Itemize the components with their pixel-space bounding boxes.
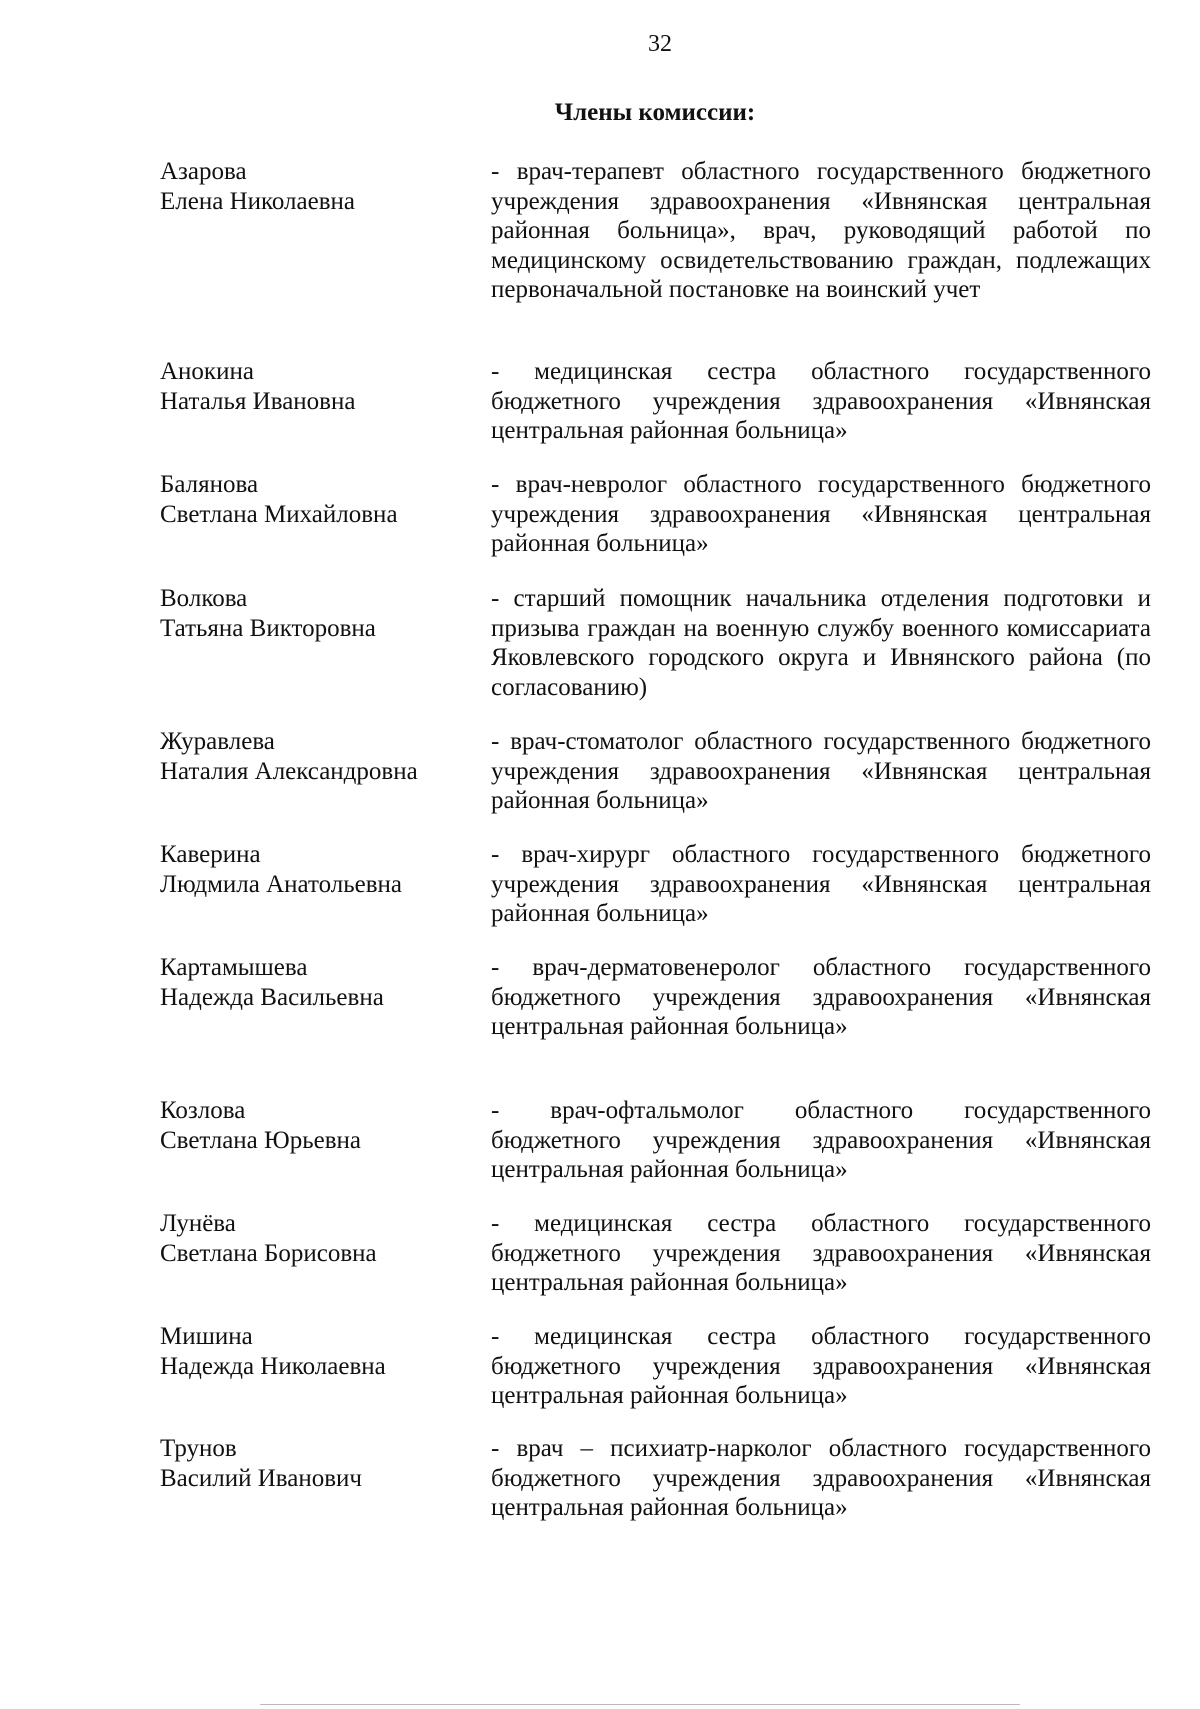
member-given-name: Светлана Юрьевна (160, 1126, 362, 1154)
member-surname: Козлова (160, 1097, 246, 1124)
page-edge-rule (260, 1704, 1020, 1705)
member-surname: Анокина (160, 358, 254, 385)
member-surname: Картамышева (160, 954, 308, 981)
member-name (160, 1209, 480, 1268)
member-name (160, 357, 480, 416)
member-given-name: Василий Иванович (160, 1464, 362, 1492)
member-given-name: Надежда Николаевна (160, 1352, 386, 1380)
member-surname: Каверина (160, 841, 261, 868)
member-surname: Мишина (160, 1323, 253, 1350)
member-role: - врач-терапевт областного государственного бюджетного учреждения здравоохранения «Ивнянская центральная районная больница», врач, руководящий работой по медицинскому освидетельствованию граждан, подлежащих первоначальной постановке на воинский учет (491, 158, 1151, 303)
member-name (160, 584, 480, 643)
member-role: - врач-стоматолог областного государственного бюджетного учреждения здравоохранения «Ивнянская центральная районная больница» (491, 728, 1151, 814)
member-name (160, 727, 480, 786)
member-name (160, 470, 480, 529)
member-given-name: Татьяна Викторовна (160, 614, 376, 642)
member-name (160, 840, 480, 899)
member-given-name: Светлана Михайловна (160, 500, 398, 528)
page-number: 32 (648, 31, 672, 57)
member-role: - старший помощник начальника отделения подготовки и призыва граждан на военную службу военного комиссариата Яковлевского городского округа и Ивнянского района (по согласованию) (491, 585, 1151, 701)
member-name (160, 953, 480, 1012)
member-name (160, 1434, 480, 1493)
member-given-name: Людмила Анатольевна (160, 870, 403, 898)
member-surname: Трунов (160, 1435, 237, 1462)
member-role: - врач-невролог областного государственного бюджетного учреждения здравоохранения «Ивнянская центральная районная больница» (491, 471, 1151, 557)
member-given-name: Наталья Ивановна (160, 387, 356, 415)
member-role: - врач – психиатр-нарколог областного государственного бюджетного учреждения здравоохранения «Ивнянская центральная районная больница» (491, 1435, 1151, 1521)
member-name (160, 157, 480, 216)
member-role: - врач-дерматовенеролог областного государственного бюджетного учреждения здравоохранения «Ивнянская центральная районная больница» (491, 954, 1151, 1040)
member-role: - медицинская сестра областного государственного бюджетного учреждения здравоохранения «Ивнянская центральная районная больница» (491, 1323, 1151, 1409)
page-title: Члены комиссии: (554, 99, 756, 126)
member-given-name: Наталия Александровна (160, 757, 418, 785)
member-role: - врач-хирург областного государственного бюджетного учреждения здравоохранения «Ивнянская центральная районная больница» (491, 841, 1151, 927)
member-name (160, 1322, 480, 1381)
member-role: - врач-офтальмолог областного государственного бюджетного учреждения здравоохранения «Ивнянская центральная районная больница» (491, 1097, 1151, 1183)
member-given-name: Светлана Борисовна (160, 1239, 377, 1267)
member-name (160, 1096, 480, 1155)
member-surname: Журавлева (160, 728, 275, 755)
member-given-name: Надежда Васильевна (160, 983, 384, 1011)
member-surname: Балянова (160, 471, 259, 498)
member-surname: Волкова (160, 585, 248, 612)
member-role: - медицинская сестра областного государственного бюджетного учреждения здравоохранения «Ивнянская центральная районная больница» (491, 358, 1151, 444)
member-given-name: Елена Николаевна (160, 187, 355, 215)
member-surname: Лунёва (160, 1210, 236, 1237)
member-role: - медицинская сестра областного государственного бюджетного учреждения здравоохранения «Ивнянская центральная районная больница» (491, 1210, 1151, 1296)
member-surname: Азарова (160, 158, 247, 185)
